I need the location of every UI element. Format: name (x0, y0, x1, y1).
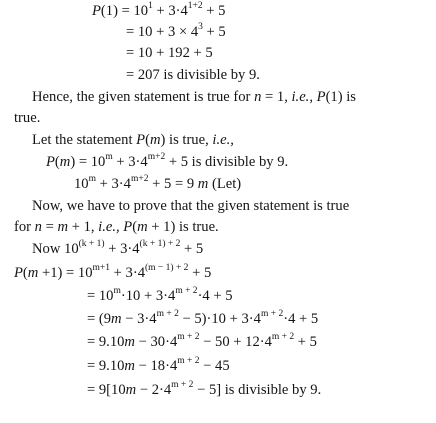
eq-p1-definition: $P(1) = 10^1 + 3\cdot 4^{1+2} + 5$ (92, 1, 226, 19)
induction-hypothesis-intro: Let the statement P(m) is true, i.e., (32, 132, 234, 148)
eq-now-expression: Now $10^{(k + 1)} + 3\cdot 4^{(k + 1) + 2} + 5$ (32, 239, 204, 257)
eq-step-distribute: = $9.10m - 30\cdot 4^{m + 2} - 50 + 12\cdot 4^{m + 2} + 5$ (87, 332, 317, 350)
eq-final-conclusion: = $9[10m - 2\cdot 4^{m + 2} - 5]$ is divisible by 9. (87, 380, 322, 398)
eq-pm1-definition: $P(m +1) = 10^{m+1} + 3\cdot 4^{(m - 1) + 2} + 5$ (14, 263, 212, 281)
eq-step-expand: = $10 + 3 \times 4^3 + 5$ (126, 22, 226, 40)
base-case-conclusion-end: true. (14, 110, 41, 126)
inductive-step-target: for n = m + 1, i.e., P(m + 1) is true. (14, 219, 219, 235)
eq-pm-let: $10^m + 3\cdot 4^{m+2} + 5 = 9$ m (Let) (74, 174, 242, 192)
base-case-conclusion: Hence, the given statement is true for n = 1, i.e., P(1) is (32, 89, 356, 105)
eq-step-result: = 207 is divisible by 9. (126, 67, 260, 83)
eq-pm-statement: $P(m) = 10^m + 3\cdot 4^{m+2} + 5$ is divisible by 9. (46, 152, 289, 170)
eq-step-substitute: = $(9m - 3\cdot 4^{m + 2} - 5)\cdot 10 + 3\cdot 4^{m + 2}\cdot 4 + 5$ (87, 309, 319, 327)
inductive-step-intro: Now, we have to prove that the given statement is true (32, 198, 350, 214)
eq-step-simplify: = $9.10m - 18\cdot 4^{m + 2} - 45$ (87, 356, 230, 374)
eq-step-factor: = $10^m\cdot 10 + 3\cdot 4^{m + 2}\cdot 4 + 5$ (87, 286, 233, 304)
eq-step-sum: = 10 + 192 + 5 (126, 45, 213, 61)
